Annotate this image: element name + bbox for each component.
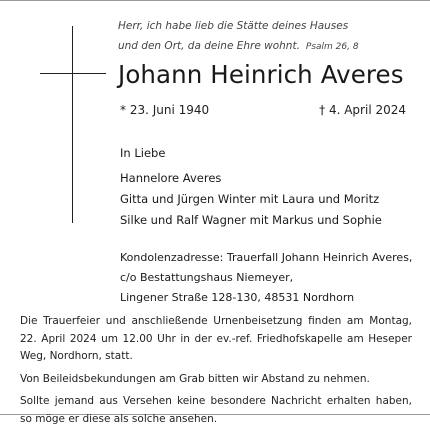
birth-date: * 23. Juni 1940 [120,103,210,117]
address-line-1: Kondolenzadresse: Trauerfall Johann Heinrich Averes, [120,251,413,264]
address-line-2: c/o Bestattungshaus Niemeyer, [120,271,294,284]
cross-icon [40,26,106,223]
condolence-address [120,248,412,308]
top-border [0,0,430,1]
deceased-name: Johann Heinrich Averes [118,60,404,89]
service-information [20,313,412,433]
mourner-item: Hannelore Averes [120,171,222,185]
death-date: † 4. April 2024 [319,103,406,117]
in-love-heading: In Liebe [120,146,166,160]
condolence-request-paragraph: Von Beileidsbekundungen am Grab bitten wir Abstand zu nehmen. [20,372,370,385]
verse-line-1: Herr, ich habe lieb die Stätte deines Hauses [118,20,349,32]
verse-line-2-text: und den Ort, da deine Ehre wohnt. [118,40,300,52]
notification-paragraph: Sollte jemand aus Versehen keine besondere Nachricht erhalten haben, so möge er diese als solche ansehen. [20,395,412,425]
cross-vertical-bar [72,26,73,223]
verse-line-2 [118,36,418,57]
mourner-item: Gitta und Jürgen Winter mit Laura und Moritz [120,192,380,206]
cross-horizontal-bar [40,73,106,74]
verse-reference: Psalm 26, 8 [305,42,359,52]
mourner-item: Silke und Ralf Wagner mit Markus und Sophie [120,213,382,227]
bible-verse [118,16,418,57]
address-line-3: Lingener Straße 128-130, 48531 Nordhorn [120,291,355,304]
mourners-list [120,168,382,231]
funeral-service-paragraph: Die Trauerfeier und anschließende Urnenbeisetzung finden am Montag, 22. April 2024 um 12.00 Uhr in der ev.-ref. Friedhofskapelle am Heseper Weg, Nordhorn, statt. [20,315,412,362]
